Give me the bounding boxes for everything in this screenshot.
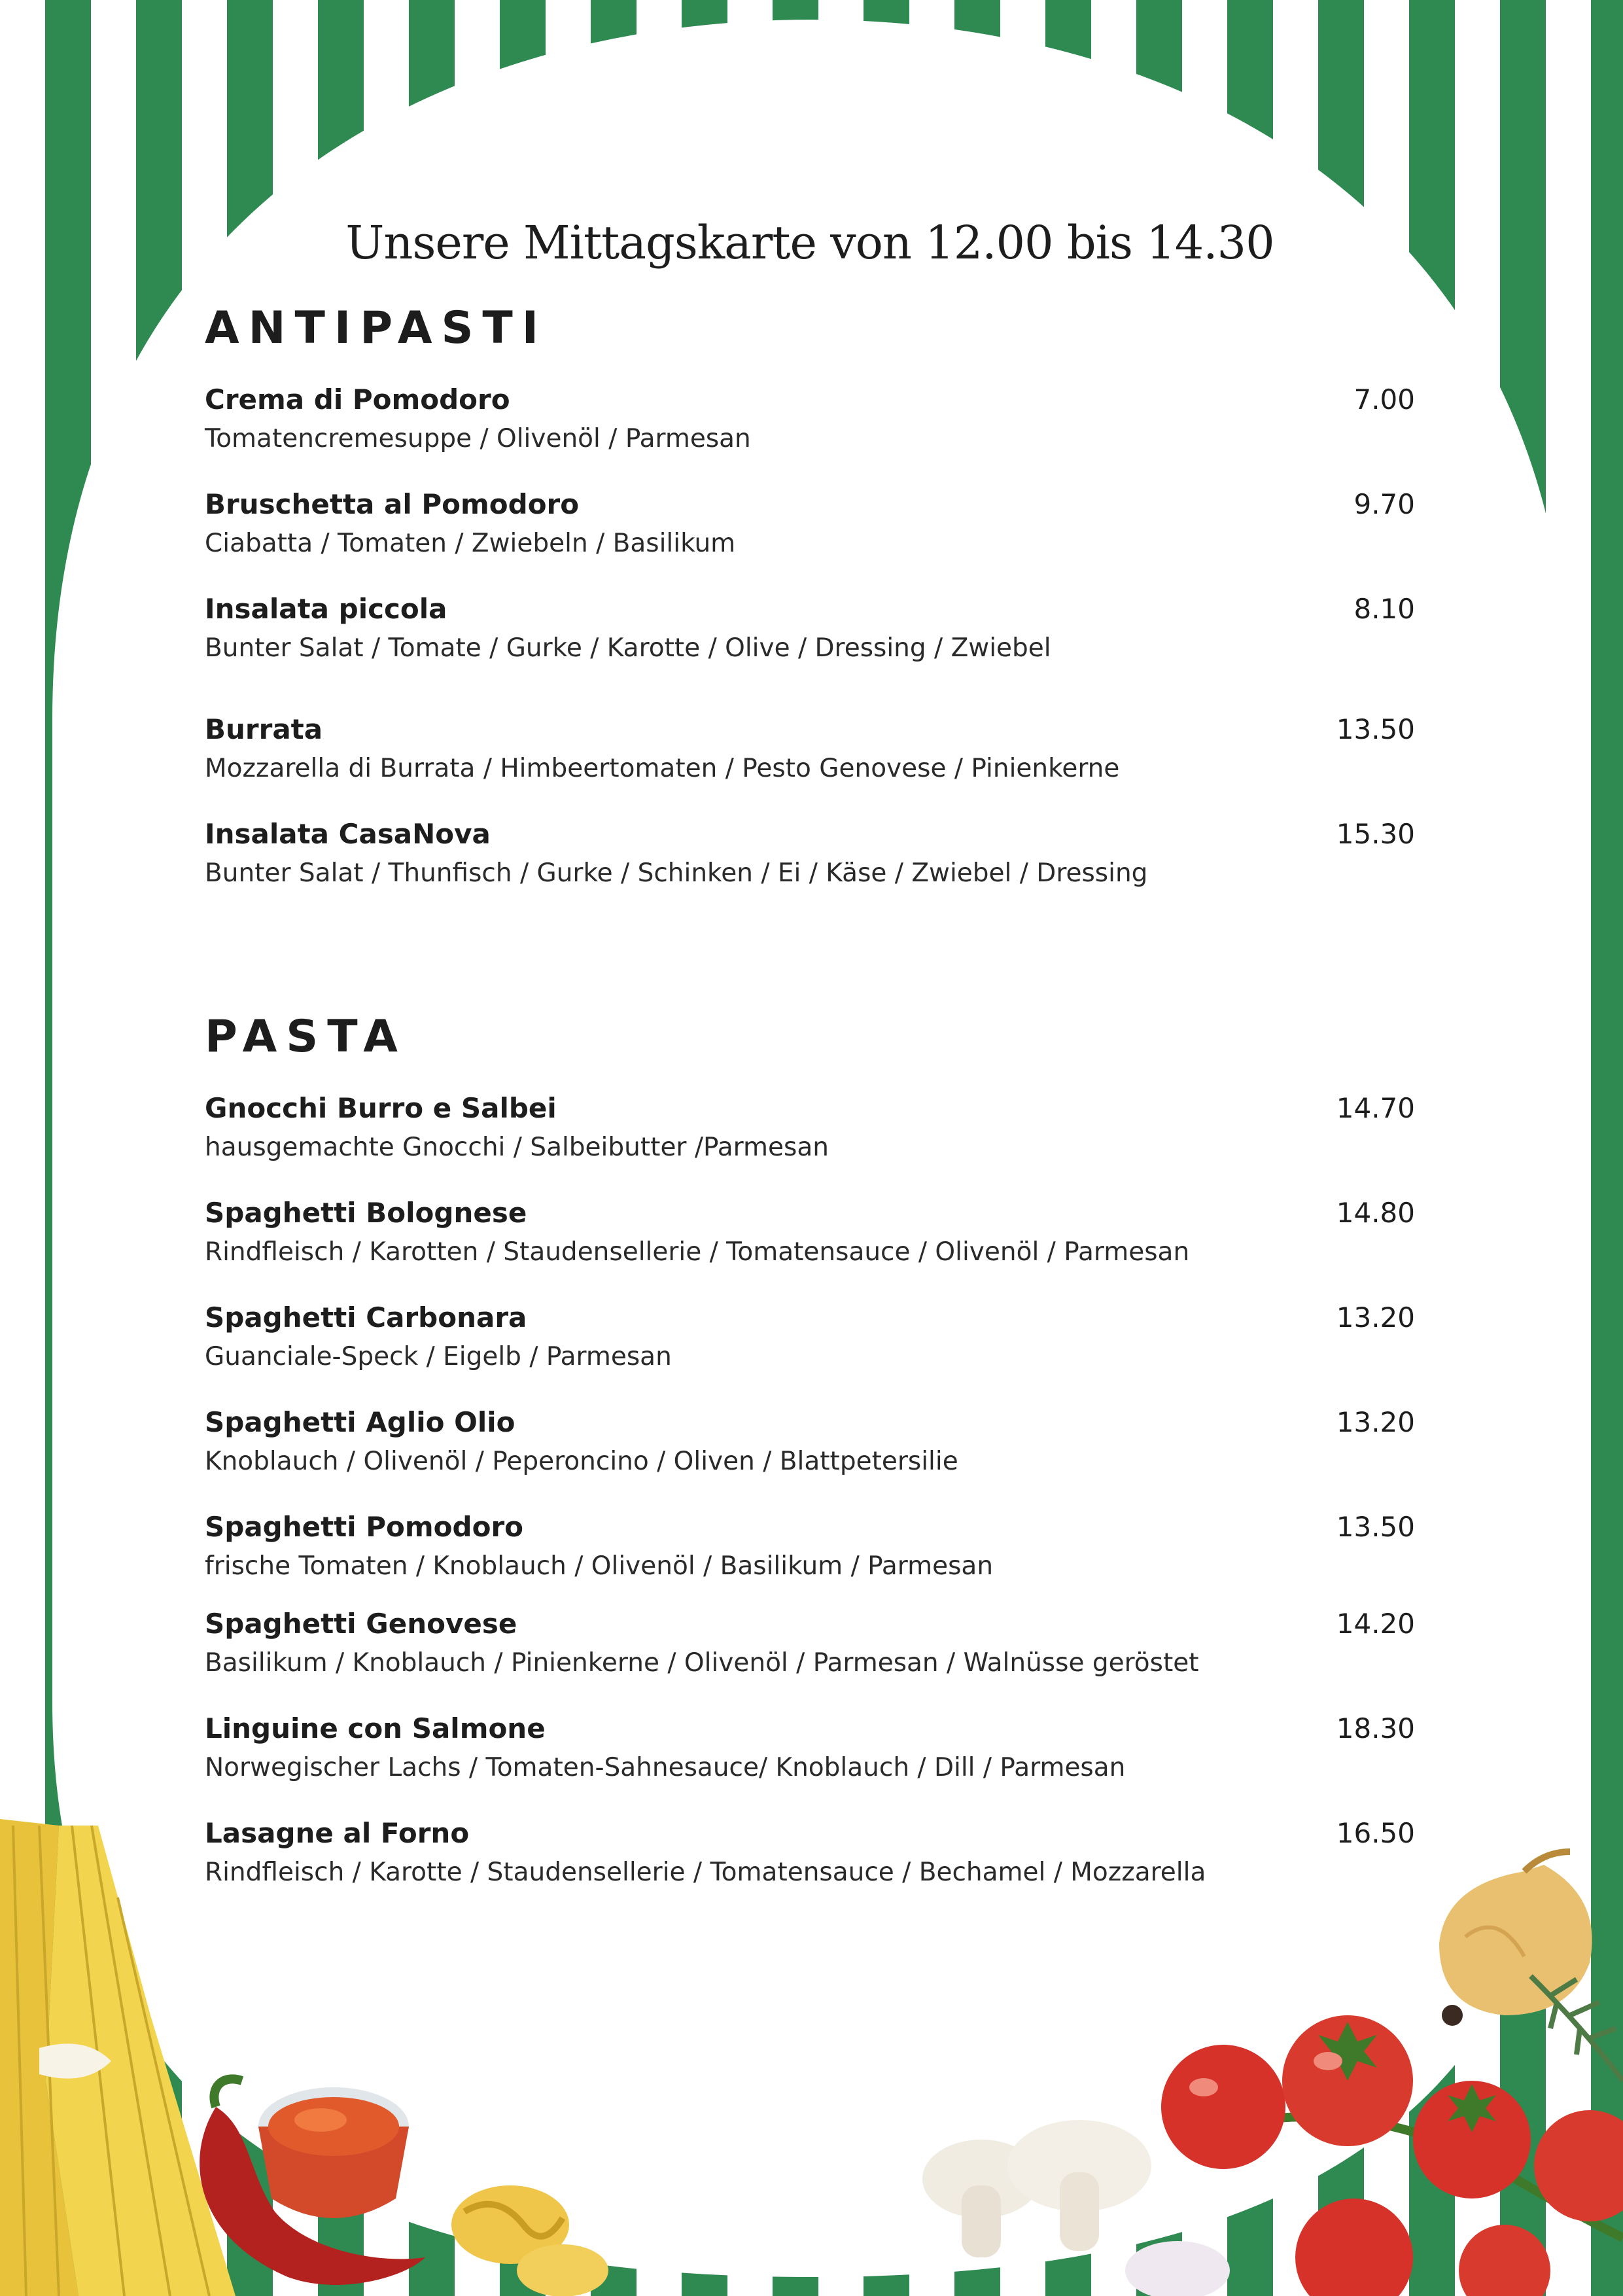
item-price: 15.30 xyxy=(1336,818,1415,850)
item-description: Basilikum / Knoblauch / Pinienkerne / Olivenöl / Parmesan / Walnüsse geröstet xyxy=(205,1648,1199,1678)
item-price: 18.30 xyxy=(1336,1712,1415,1744)
item-name: Gnocchi Burro e Salbei xyxy=(205,1092,557,1124)
item-name: Lasagne al Forno xyxy=(205,1817,470,1849)
item-description: Knoblauch / Olivenöl / Peperoncino / Oliven / Blattpetersilie xyxy=(205,1447,958,1476)
item-price: 13.50 xyxy=(1336,1511,1415,1543)
item-name: Insalata piccola xyxy=(205,593,447,625)
item-description: Bunter Salat / Thunfisch / Gurke / Schinken / Ei / Käse / Zwiebel / Dressing xyxy=(205,858,1148,888)
section-title: ANTIPASTI xyxy=(205,302,548,354)
tomato-sauce-bowl-illustration xyxy=(258,2087,409,2218)
item-description: hausgemachte Gnocchi / Salbeibutter /Parmesan xyxy=(205,1133,829,1162)
item-price: 13.50 xyxy=(1336,713,1415,745)
item-description: frische Tomaten / Knoblauch / Olivenöl / Basilikum / Parmesan xyxy=(205,1551,994,1581)
item-description: Guanciale-Speck / Eigelb / Parmesan xyxy=(205,1342,672,1371)
item-description: Tomatencremesuppe / Olivenöl / Parmesan xyxy=(205,424,751,453)
item-price: 8.10 xyxy=(1353,593,1415,625)
item-description: Rindfleisch / Karotten / Staudensellerie / Tomatensauce / Olivenöl / Parmesan xyxy=(205,1237,1190,1267)
item-price: 14.20 xyxy=(1336,1608,1415,1640)
item-price: 14.70 xyxy=(1336,1092,1415,1124)
item-description: Mozzarella di Burrata / Himbeertomaten / Pesto Genovese / Pinienkerne xyxy=(205,754,1120,783)
item-description: Norwegischer Lachs / Tomaten-Sahnesauce/ Knoblauch / Dill / Parmesan xyxy=(205,1753,1126,1782)
item-name: Burrata xyxy=(205,713,323,745)
item-description: Bunter Salat / Tomate / Gurke / Karotte / Olive / Dressing / Zwiebel xyxy=(205,633,1051,663)
item-price: 16.50 xyxy=(1336,1817,1415,1849)
onion-illustration xyxy=(1439,1852,1592,2026)
item-name: Crema di Pomodoro xyxy=(205,383,510,415)
spaghetti-illustration xyxy=(0,1819,236,2296)
item-price: 7.00 xyxy=(1353,383,1415,415)
item-name: Insalata CasaNova xyxy=(205,818,491,850)
item-name: Linguine con Salmone xyxy=(205,1712,546,1744)
fusilli-pasta-illustration xyxy=(451,2185,608,2296)
item-name: Spaghetti Carbonara xyxy=(205,1301,527,1333)
rosemary-illustration xyxy=(1531,1976,1623,2081)
item-price: 13.20 xyxy=(1336,1301,1415,1333)
item-description: Rindfleisch / Karotte / Staudensellerie / Tomatensauce / Bechamel / Mozzarella xyxy=(205,1858,1206,1887)
item-name: Spaghetti Aglio Olio xyxy=(205,1406,515,1438)
menu-title: Unsere Mittagskarte von 12.00 bis 14.30 xyxy=(345,216,1274,270)
item-price: 14.80 xyxy=(1336,1197,1415,1229)
item-name: Spaghetti Bolognese xyxy=(205,1197,527,1229)
item-description: Ciabatta / Tomaten / Zwiebeln / Basilikum xyxy=(205,529,736,558)
item-price: 13.20 xyxy=(1336,1406,1415,1438)
cherry-tomatoes-illustration xyxy=(1161,2015,1623,2296)
item-price: 9.70 xyxy=(1353,488,1415,520)
item-name: Spaghetti Genovese xyxy=(205,1608,517,1640)
item-name: Bruschetta al Pomodoro xyxy=(205,488,580,520)
section-title: PASTA xyxy=(205,1011,407,1063)
item-name: Spaghetti Pomodoro xyxy=(205,1511,524,1543)
